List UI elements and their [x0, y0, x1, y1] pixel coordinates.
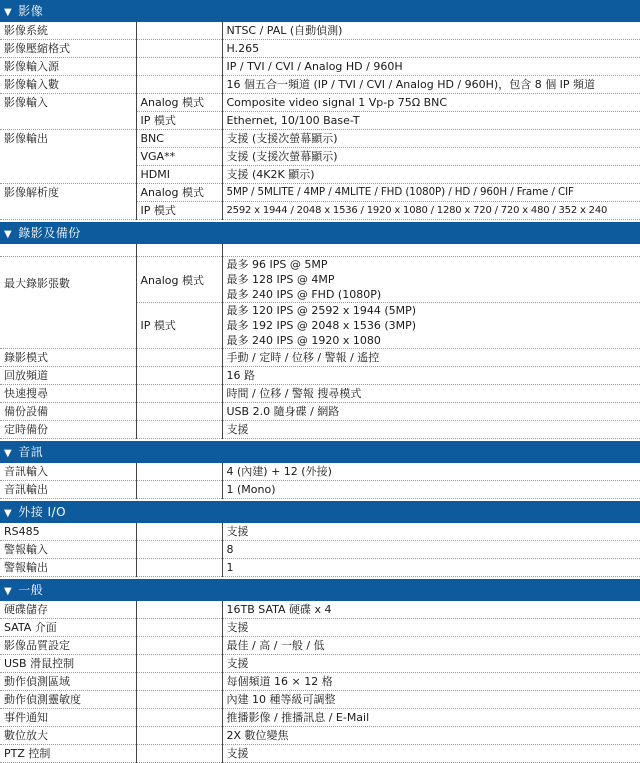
- triangle-down-icon: ▼: [4, 447, 13, 459]
- section-header-io: ▼ 外接 I/O: [0, 501, 640, 523]
- triangle-down-icon: ▼: [4, 585, 13, 597]
- triangle-down-icon: ▼: [4, 7, 13, 18]
- analog-rate-list: 最多 96 IPS @ 5MP 最多 128 IPS @ 4MP 最多 240 IPS @ FHD (1080P): [222, 256, 640, 302]
- ip-rate-list: 最多 120 IPS @ 2592 x 1944 (5MP) 最多 192 IPS @ 2048 x 1536 (3MP) 最多 240 IPS @ 1920 x 1080: [222, 302, 640, 348]
- audio-spec-table: 音訊輸入 4 (內建) + 12 (外接) 音訊輸出 1 (Mono): [0, 463, 640, 499]
- section-header-video: ▼ 影像: [0, 0, 640, 22]
- section-header-recording: ▼ 錄影及備份: [0, 222, 640, 244]
- general-spec-table: 硬碟儲存 16TB SATA 硬碟 x 4 SATA 介面 支援 影像品質設定 最佳 / 高 / 一般 / 低 USB 滑鼠控制 支援 動作偵測區域 每個頻道 16 × 12 格 動作偵測靈敏度 內建 10 種等級可調整 事件通知 推播影像 / 推播訊息 / E-Mail 數位放大 2X 數位變焦 PTZ 控制 支援: [0, 601, 640, 763]
- section-header-general: ▼ 一般: [0, 579, 640, 601]
- section-header-audio: ▼ 音訊: [0, 441, 640, 463]
- io-spec-table: RS485 支援 警報輸入 8 警報輸出 1: [0, 523, 640, 577]
- video-spec-table: 影像系統 NTSC / PAL (自動偵測) 影像壓縮格式 H.265 影像輸入源 IP / TVI / CVI / Analog HD / 960H 影像輸入數 16 個五合一頻道 (IP / TVI / CVI / Analog HD / 960H)，包含 8 個 IP 頻道 影像輸入 Analog 模式 Composite video signal 1 Vp-p 75Ω BNC IP 模式 Ethernet, 10/100 Base-T 影像輸出 BNC 支援 (支援次螢幕顯示) VGA** 支援 (支援次螢幕顯示) HDMI 支援 (4K2K 顯示) 影像解析度 Analog 模式 5MP / 5MLITE / 4MP / 4MLITE / FHD (1080P) / HD / 960H / Frame / CIF IP 模式 2592 x 1944 / 2048 x 1536 / 1920 x 1080 / 1280 x 720 / 720 x 480 / 352 x 240: [0, 22, 640, 220]
- triangle-down-icon: ▼: [4, 229, 13, 240]
- recording-spec-table: 最大錄影張數 Analog 模式 最多 96 IPS @ 5MP 最多 128 IPS @ 4MP 最多 240 IPS @ FHD (1080P) IP 模式 最多 120 IPS @ 2592 x 1944 (5MP) 最多 192 IPS @ 2048 x 1536 (3MP) 最多 240 IPS @ 1920 x 1080 錄影模式 手動 / 定時 / 位移 / 警報 / 遙控 回放頻道 16 路 快速搜尋 時間 / 位移 / 警報 搜尋模式 備份設備 USB 2.0 隨身碟 / 網路 定時備份 支援: [0, 244, 640, 439]
- triangle-down-icon: ▼: [4, 507, 13, 519]
